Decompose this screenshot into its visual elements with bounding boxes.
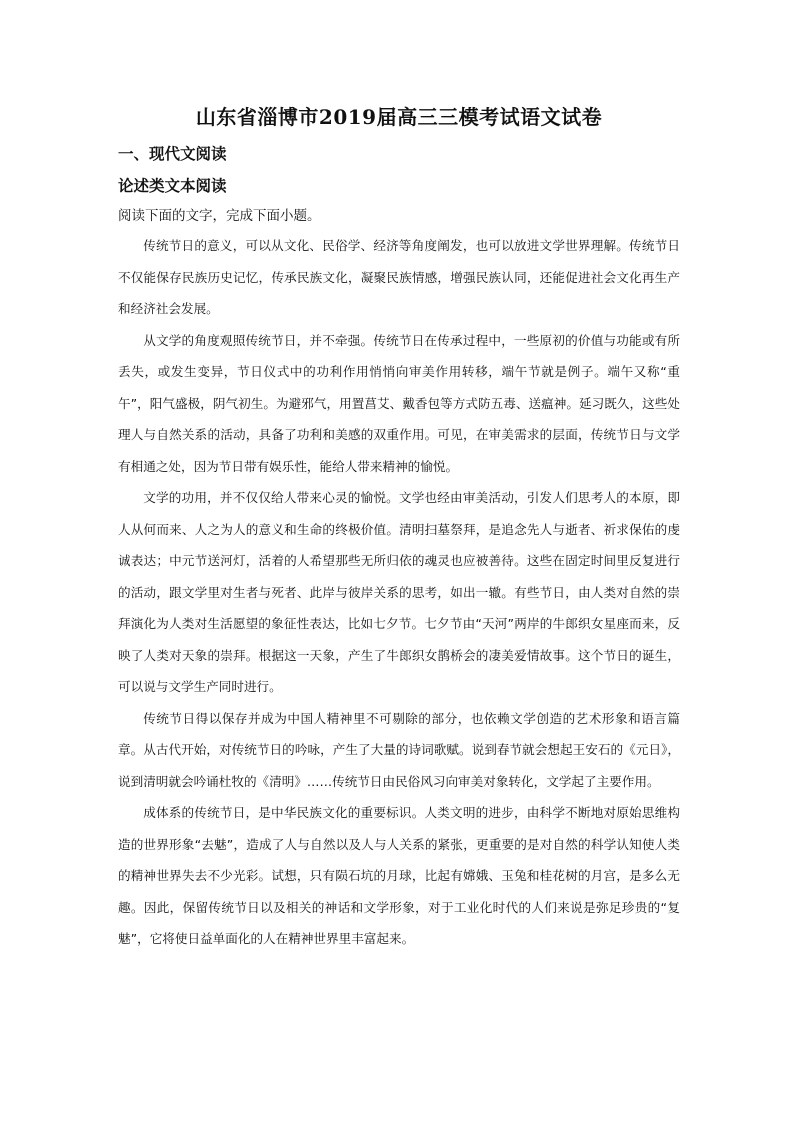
subsection-heading: 论述类文本阅读 [118, 176, 227, 195]
exam-page [118, 102, 680, 955]
section-heading: 一、现代文阅读 [118, 144, 227, 163]
exam-title: 山东省淄博市2019届高三三模考试语文试卷 [195, 105, 603, 129]
passage-paragraph-3: 文学的功用，并不仅仅给人带来心灵的愉悦。文学也经由审美活动，引发人们思考人的本原，即人从何而来、人之为人的意义和生命的终极价值。清明扫墓祭拜，是追念先人与逝者、祈求保佑的虔诚表达；中元节送河灯，活着的人希望那些无所归依的魂灵也应被善待。这些在固定时间里反复进行的活动，跟文学里对生者与死者、此岸与彼岸关系的思考，如出一辙。有些节日，由人类对自然的崇拜演化为人类对生活愿望的象征性表达，比如七夕节。七夕节由“天河”两岸的牛郎织女星座而来，反映了人类对天象的崇拜。根据这一天象，产生了牛郎织女鹊桥会的凄美爱情故事。这个节日的诞生，可以说与文学生产同时进行。 [118, 490, 680, 694]
passage-paragraph-4: 传统节日得以保存并成为中国人精神里不可剔除的部分，也依赖文学创造的艺术形象和语言篇章。从古代开始，对传统节日的吟咏，产生了大量的诗词歌赋。说到春节就会想起王安石的《元日》，说到清明就会吟诵杜牧的《清明》……传统节日由民俗风习向审美对象转化，文学起了主要作用。 [118, 710, 680, 789]
reading-instruction: 阅读下面的文字，完成下面小题。 [118, 208, 321, 224]
passage-paragraph-2: 从文学的角度观照传统节日，并不牵强。传统节日在传承过程中，一些原初的价值与功能或有所丢失，或发生变异，节日仪式中的功利作用悄悄向审美作用转移，端午节就是例子。端午又称“重午”，阳气盛极，阴气初生。为避邪气，用置菖艾、戴香包等方式防五毒、送瘟神。延习既久，这些处理人与自然关系的活动，具备了功利和美感的双重作用。可见，在审美需求的层面，传统节日与文学有相通之处，因为节日带有娱乐性，能给人带来精神的愉悦。 [118, 332, 680, 474]
passage-paragraph-1: 传统节日的意义，可以从文化、民俗学、经济等角度阐发，也可以放进文学世界理解。传统节日不仅能保存民族历史记忆，传承民族文化，凝聚民族情感，增强民族认同，还能促进社会文化再生产和经济社会发展。 [118, 238, 680, 316]
passage-paragraph-5: 成体系的传统节日，是中华民族文化的重要标识。人类文明的进步，由科学不断地对原始思维构造的世界形象“去魅”，造成了人与自然以及人与人关系的紧张，更重要的是对自然的科学认知使人类的精神世界失去不少光彩。试想，只有陨石坑的月球，比起有嫦娥、玉兔和桂花树的月宫，是多么无趣。因此，保留传统节日以及相关的神话和文学形象，对于工业化时代的人们来说是弥足珍贵的“复魅”，它将使日益单面化的人在精神世界里丰富起来。 [118, 805, 680, 946]
